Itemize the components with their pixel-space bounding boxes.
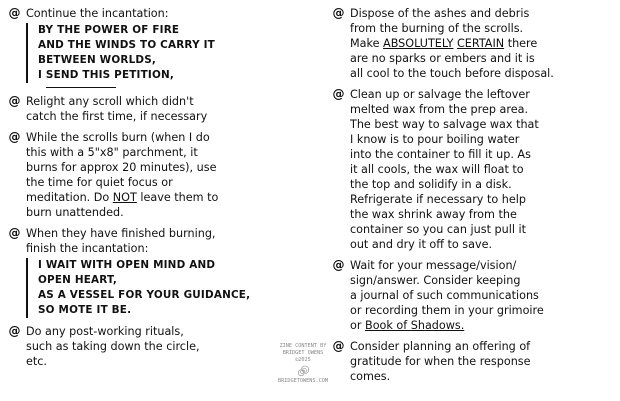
step-text: Consider planning an offering of (350, 340, 531, 353)
step-text: from the burning of the scrolls. (350, 22, 524, 35)
step-text: all cool to the touch before disposal. (350, 67, 554, 80)
step-text: it all cools, the wax will float to (350, 163, 524, 176)
step-relight-scroll (8, 94, 270, 124)
emphasis-not: NOT (112, 191, 137, 204)
emphasis-book-of-shadows: Book of Shadows. (365, 319, 465, 332)
step-text: Clean up or salvage the leftover (350, 88, 530, 101)
incantation-block (26, 258, 270, 318)
step-finish-incantation (8, 226, 270, 318)
spiral-bullet-icon: @ (332, 339, 345, 353)
step-text: Continue the incantation: (26, 7, 169, 20)
step-text: Wait for your message/vision/ (350, 259, 517, 272)
credit-site: BRIDGETOWENS.COM (278, 378, 328, 384)
step-text: into the container to fill it up. As (350, 148, 531, 161)
step-text: out and dry it off to save. (350, 238, 493, 251)
incantation-line: SO MOTE IT BE. (38, 304, 132, 316)
spiral-bullet-icon: @ (332, 87, 345, 101)
step-text: melted wax from the prep area. (350, 103, 529, 116)
credit-line: ©2025 (295, 357, 311, 363)
step-offering-gratitude (332, 339, 614, 384)
emphasis-absolutely: ABSOLUTELY (383, 37, 454, 50)
step-scrolls-burn (8, 130, 270, 220)
step-text: meditation. Do NOT leave them to (26, 191, 219, 204)
spiral-bullet-icon: @ (332, 258, 345, 272)
spiral-bullet-icon: @ (8, 6, 21, 20)
step-text: Relight any scroll which didn't (26, 95, 194, 108)
step-post-working (8, 324, 270, 369)
credit-line: ZINE CONTENT BY (279, 343, 327, 349)
incantation-line: BETWEEN WORLDS, (38, 54, 157, 66)
credit-line: BRIDGET OWENS (282, 350, 324, 356)
spiral-logo-icon (297, 365, 309, 377)
step-text: or Book of Shadows. (350, 319, 465, 332)
incantation-line: OPEN HEART, (38, 274, 117, 286)
step-text: I know is to pour boiling water (350, 133, 520, 146)
step-text: Do any post-working rituals, (26, 325, 184, 338)
step-text: Refrigerate if necessary to help (350, 193, 526, 206)
step-text: the top and solidify in a disk. (350, 178, 512, 191)
step-text: the wax shrink away from the (350, 208, 517, 221)
incantation-line: I SEND THIS PETITION, (38, 69, 175, 81)
emphasis-certain: CERTAIN (457, 37, 505, 50)
step-text: such as taking down the circle, (26, 340, 200, 353)
step-text: comes. (350, 370, 391, 383)
step-text: When they have finished burning, (26, 227, 216, 240)
incantation-line: AND THE WINDS TO CARRY IT (38, 39, 215, 51)
credit-block (270, 343, 336, 385)
incantation-block (26, 23, 270, 83)
step-text: burns for approx 20 minutes), use (26, 161, 217, 174)
step-text: container so you can just pull it (350, 223, 526, 236)
spiral-bullet-icon: @ (8, 130, 21, 144)
step-text: Dispose of the ashes and debris (350, 7, 530, 20)
step-text: finish the incantation: (26, 242, 149, 255)
step-wait-message (332, 258, 614, 333)
step-text: a journal of such communications (350, 289, 539, 302)
spiral-bullet-icon: @ (8, 324, 21, 338)
step-continue-incantation (8, 6, 270, 88)
right-column (332, 6, 614, 390)
spiral-bullet-icon: @ (8, 226, 21, 240)
step-text: this with a 5"x8" parchment, it (26, 146, 198, 159)
spiral-bullet-icon: @ (8, 94, 21, 108)
step-text: burn unattended. (26, 206, 124, 219)
spiral-bullet-icon: @ (332, 6, 345, 20)
step-text: sign/answer. Consider keeping (350, 274, 521, 287)
incantation-end-rule (46, 87, 116, 88)
step-text: While the scrolls burn (when I do (26, 131, 210, 144)
step-text: are no sparks or embers and it is (350, 52, 535, 65)
step-text: etc. (26, 355, 47, 368)
incantation-line: I WAIT WITH OPEN MIND AND (38, 259, 216, 271)
step-text: The best way to salvage wax that (350, 118, 539, 131)
step-text: Make ABSOLUTELY CERTAIN there (350, 37, 538, 50)
step-dispose-ashes (332, 6, 614, 81)
step-text: gratitude for when the response (350, 355, 531, 368)
step-clean-wax (332, 87, 614, 252)
step-text: catch the first time, if necessary (26, 110, 208, 123)
step-text: the time for quiet focus or (26, 176, 173, 189)
left-column (8, 6, 270, 375)
step-text: or recording them in your grimoire (350, 304, 544, 317)
incantation-line: AS A VESSEL FOR YOUR GUIDANCE, (38, 289, 251, 301)
incantation-line: BY THE POWER OF FIRE (38, 24, 180, 36)
